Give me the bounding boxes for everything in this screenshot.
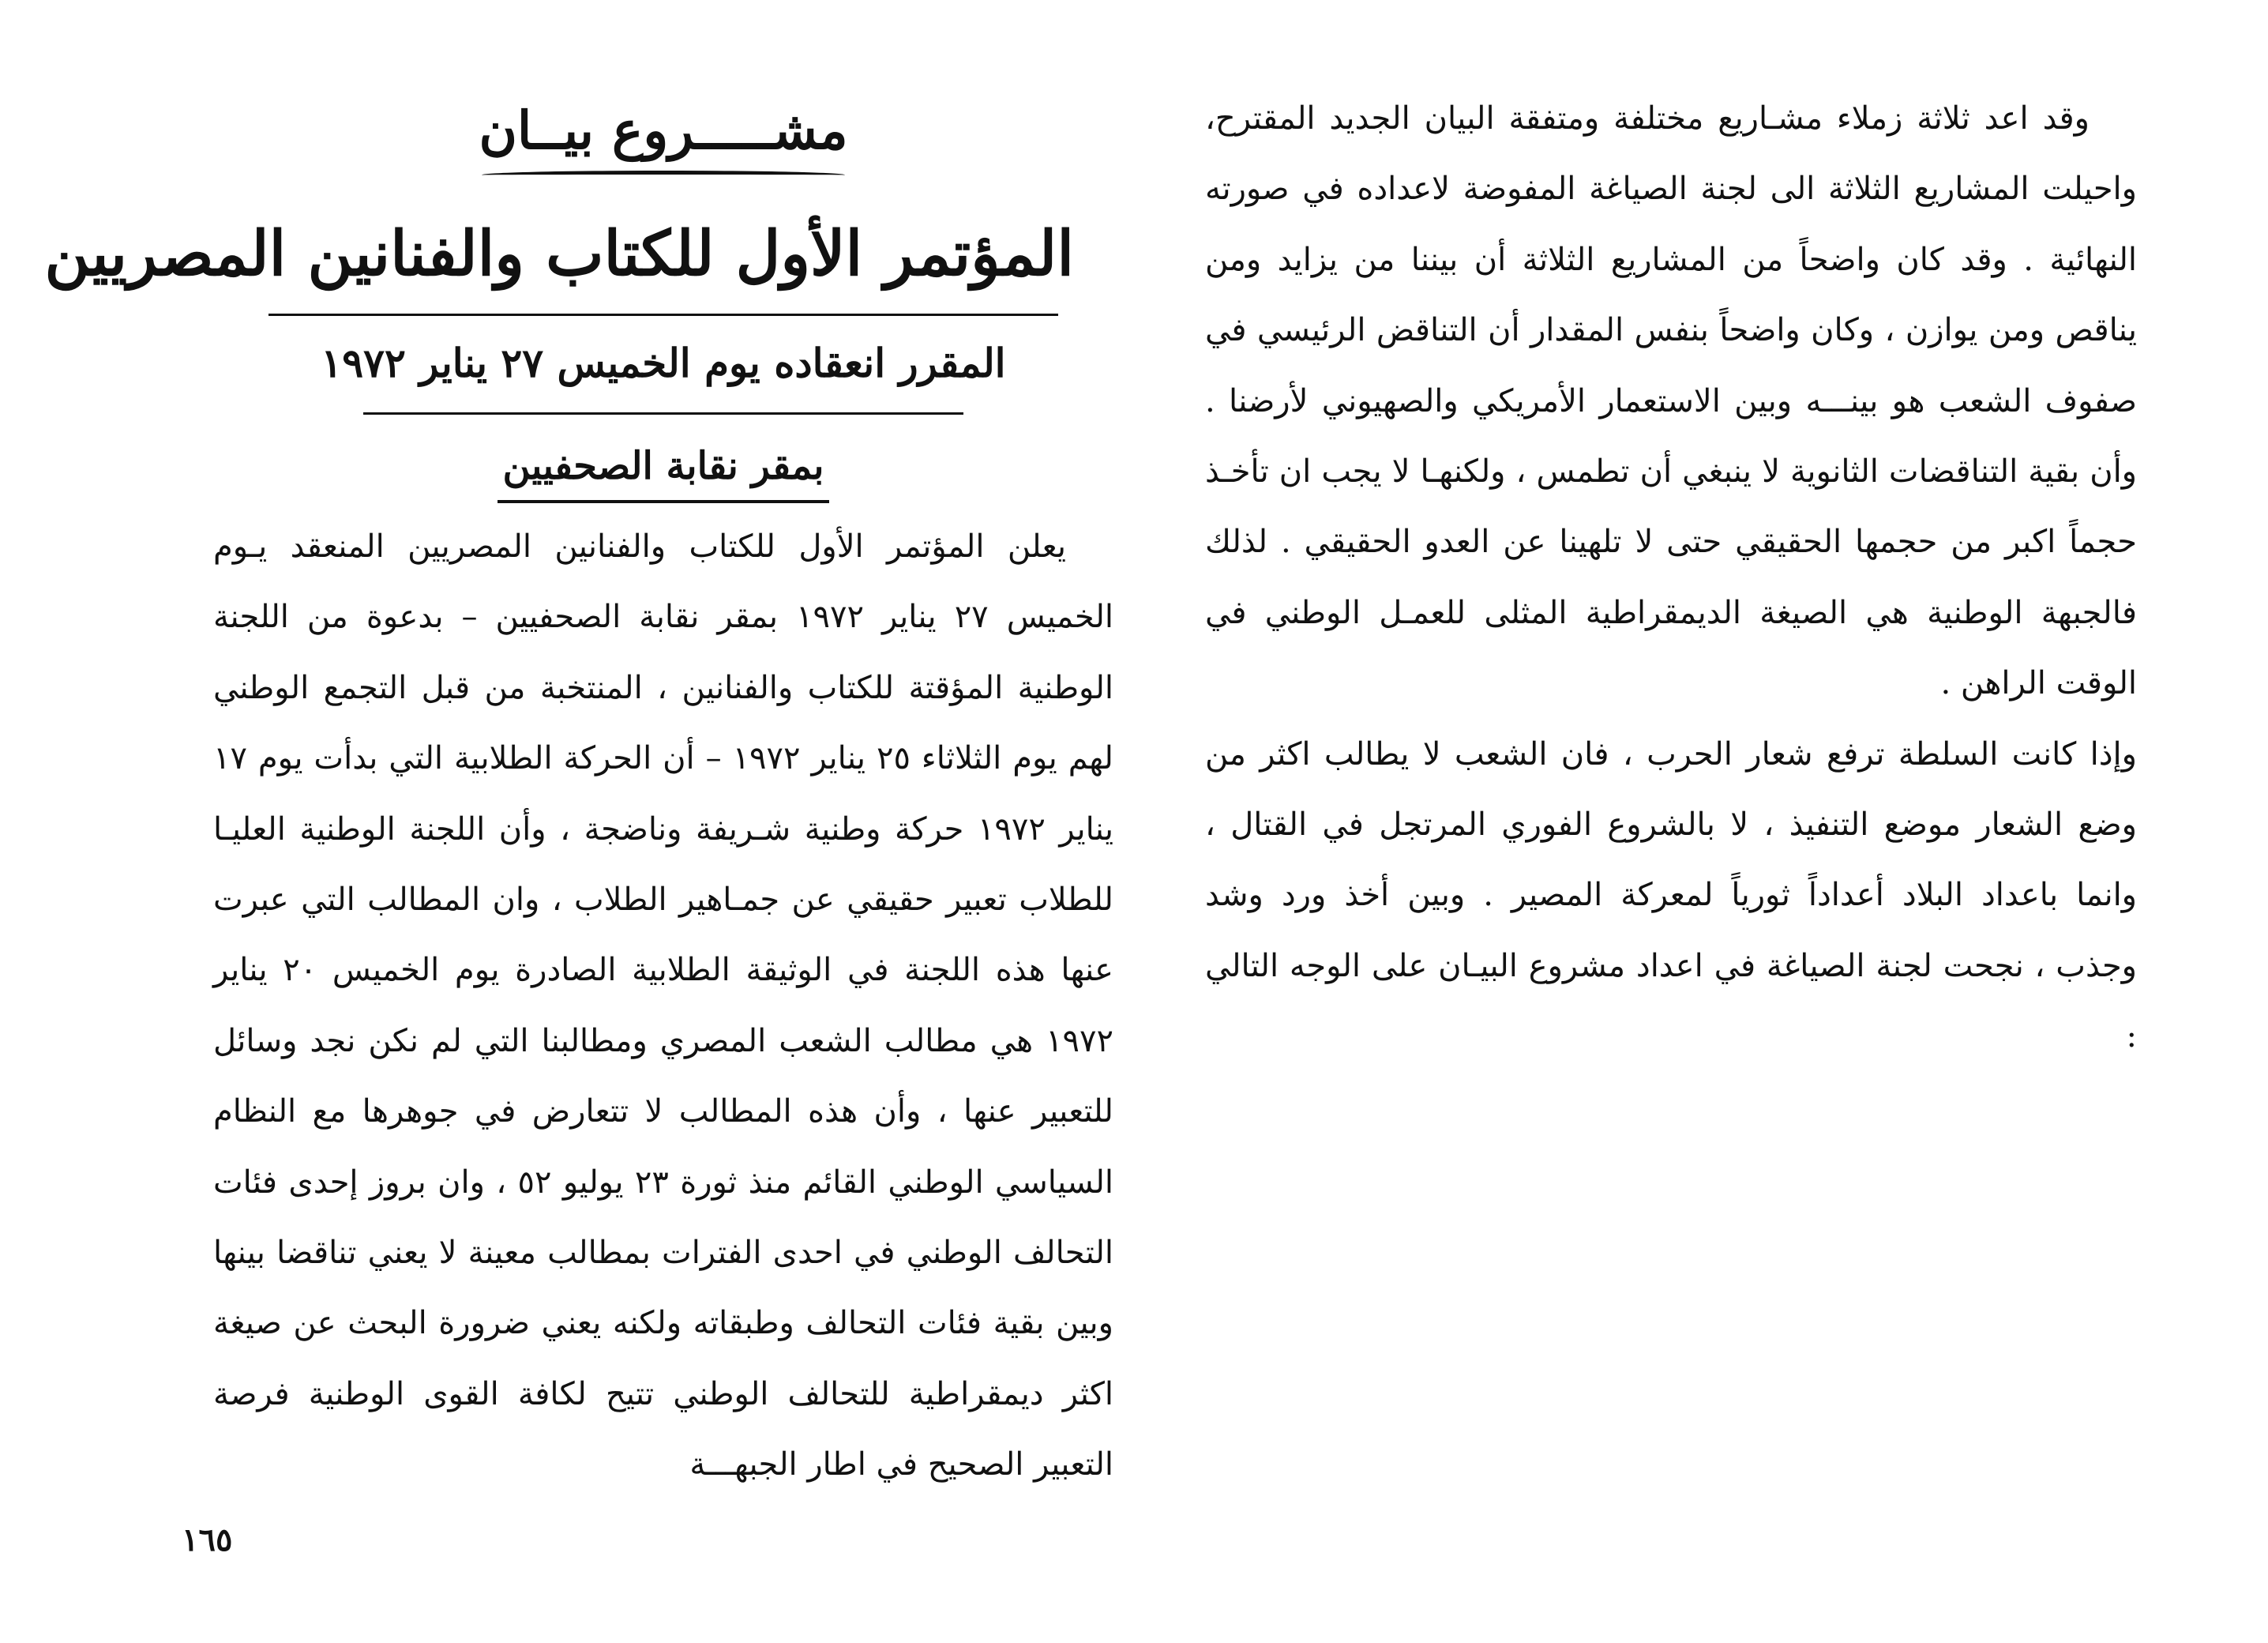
date-divider: [363, 412, 963, 415]
title-divider: [268, 314, 1058, 316]
statement-header: [44, 95, 1074, 503]
left-body-text: [213, 512, 1113, 1501]
session-date: المقرر انعقاده يوم الخميس ٢٧ يناير ١٩٧٢: [321, 340, 1006, 386]
kicker-underline: [482, 171, 845, 179]
intro-paragraph-1: وقد اعد ثلاثة زملاء مشـاريع مختلفة ومتفقة البيان الجديد المقترح، واحيلت المشاريع الثلاثة الى لجنة الصياغة المفوضة لاعداده في صورته النهائية . وقد كان واضحاً من المشاريع الثلاثة أن بيننا من يزايد ومن يناقص ومن يوازن ، وكان واضحاً بنفس المقدار أن التناقض الرئيسي في صفوف الشعب هو بينـــه وبين الاستعمار الأمريكي والصهيوني لأرضنا . وأن بقية التناقضات الثانوية لا ينبغي أن تطمس ، ولكنهـا لا يجب ان تأخـذ حجماً اكبر من حجمها الحقيقي حتى لا تلهينا عن العدو الحقيقي . لذلك فالجبهة الوطنية هي الصيغة الديمقراطية المثلى للعمـل الوطني في الوقت الراهن .: [1205, 100, 2137, 702]
conference-title: المؤتمر الأول للكتاب والفنانين المصريين: [44, 218, 1074, 290]
statement-paragraph: يعلن المؤتمر الأول للكتاب والفنانين المصريين المنعقد يـوم الخميس ٢٧ يناير ١٩٧٢ بمقر نقابة الصحفيين – بدعوة من اللجنة الوطنية المؤقتة للكتاب والفنانين ، المنتخبة من قبل التجمع الوطني لهم يوم الثلاثاء ٢٥ يناير ١٩٧٢ – أن الحركة الطلابية التي بدأت يوم ١٧ يناير ١٩٧٢ حركة وطنية شـريفة وناضجة ، وأن اللجنة الوطنية العليـا للطلاب تعبير حقيقي عن جمـاهير الطلاب ، وان المطالب التي عبرت عنها هذه اللجنة في الوثيقة الطلابية الصادرة يوم الخميس ٢٠ يناير ١٩٧٢ هي مطالب الشعب المصري ومطالبنا التي لم نكن نجد وسائل للتعبير عنها ، وأن هذه المطالب لا تتعارض في جوهرها مع النظام السياسي الوطني القائم منذ ثورة ٢٣ يوليو ٥٢ ، وان بروز إحدى فئات التحالف الوطني في احدى الفترات بمطالب معينة لا يعني تناقضا بينها وبين بقية فئات التحالف وطبقاته ولكنه يعني ضرورة البحث عن صيغة اكثر ديمقراطية للتحالف الوطني تتيح لكافة القوى الوطنية فرصة التعبير الصحيح في اطار الجبهـــة: [213, 528, 1114, 1483]
intro-paragraph-2: وإذا كانت السلطة ترفع شعار الحرب ، فان الشعب لا يطالب اكثر من وضع الشعار موضع التنفيذ ، لا بالشروع الفوري المرتجل في القتال ، وانما باعداد البلاد أعداداً ثورياً لمعركة المصير . وبين أخذ ورد وشد وجذب ، نجحت لجنة الصياغة في اعداد مشروع البيـان على الوجه التالي :: [1205, 735, 2137, 1055]
statement-kicker: مشـــــروع بيــان: [479, 100, 848, 161]
venue-line: بمقر نقابة الصحفيين: [498, 438, 828, 503]
right-body-text: [1205, 84, 2137, 1073]
page-number: ١٦٥: [182, 1521, 233, 1558]
right-page: [1134, 0, 2268, 1643]
